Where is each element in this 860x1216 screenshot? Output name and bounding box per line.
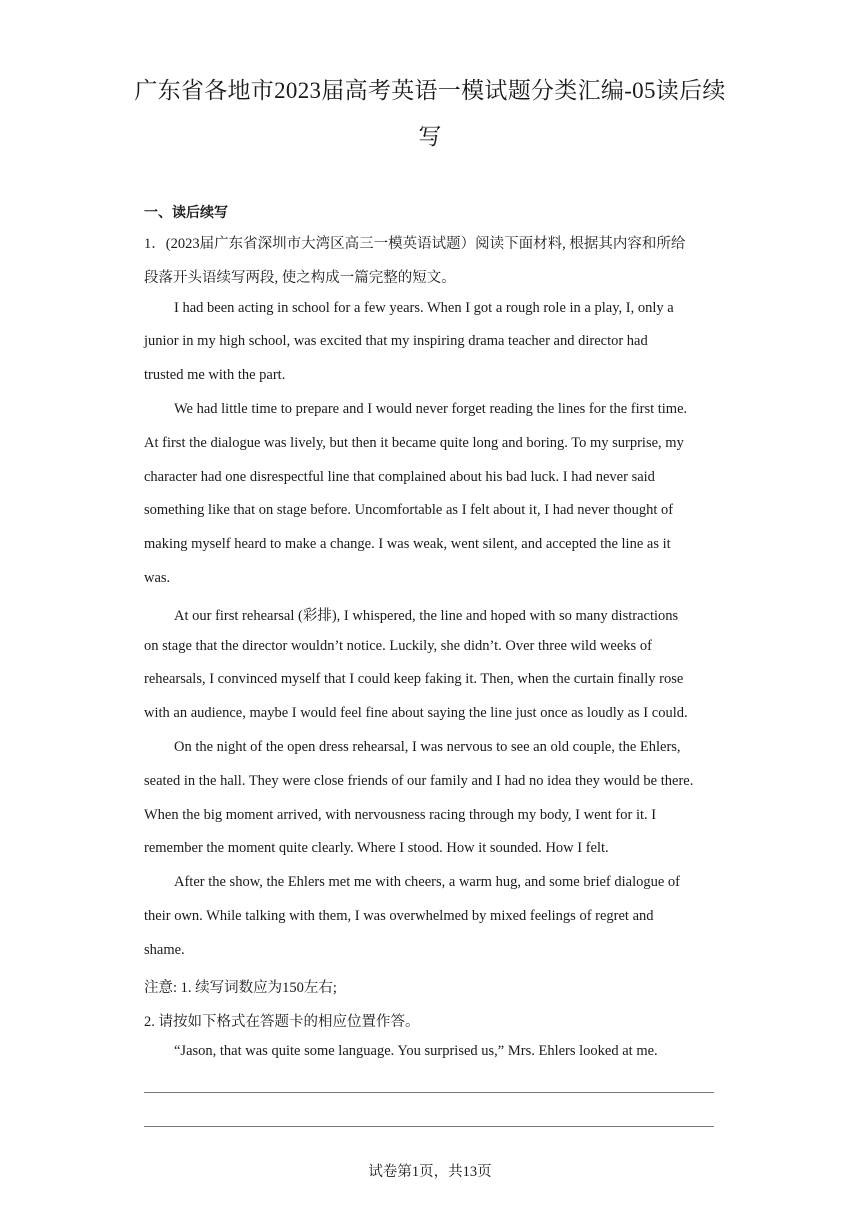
passage-line: on stage that the director wouldn’t notice. Luckily, she didn’t. Over three wild weeks of (144, 638, 652, 654)
instruction-line: 注意: 1. 续写词数应为150左右; (144, 980, 337, 996)
passage-line: We had little time to prepare and I would never forget reading the lines for the first time. (174, 401, 688, 417)
page-footer: 试卷第1页，共13页 (368, 1164, 492, 1180)
document-title (120, 68, 740, 160)
passage-line: After the show, the Ehlers met me with cheers, a warm hug, and some brief dialogue of (174, 874, 680, 890)
passage-line: was. (144, 570, 171, 586)
title-line-2: 写 (418, 124, 442, 149)
instruction-line: 2. 请按如下格式在答题卡的相应位置作答。 (144, 1014, 420, 1030)
passage-line: When the big moment arrived, with nervousness racing through my body, I went for it. I (144, 807, 657, 823)
title-line-1: 广东省各地市2023届高考英语一模试题分类汇编-05读后续 (134, 78, 726, 103)
passage-line: I had been acting in school for a few years. When I got a rough role in a play, I, only a (174, 300, 674, 316)
paragraph-opener: “Jason, that was quite some language. You surprised us,” Mrs. Ehlers looked at me. (174, 1043, 658, 1059)
passage-line: On the night of the open dress rehearsal, I was nervous to see an old couple, the Ehlers, (174, 739, 681, 755)
passage-line: their own. While talking with them, I was overwhelmed by mixed feelings of regret and (144, 908, 654, 924)
passage-line: rehearsals, I convinced myself that I could keep faking it. Then, when the curtain finally rose (144, 671, 684, 687)
passage-line: At first the dialogue was lively, but then it became quite long and boring. To my surprise, my (144, 435, 684, 451)
passage-line: At our first rehearsal (彩排), I whispered, the line and hoped with so many distractions (174, 608, 679, 624)
passage-line: shame. (144, 942, 185, 958)
question-stem-line: 段落开头语续写两段, 使之构成一篇完整的短文。 (144, 270, 456, 286)
passage-line: seated in the hall. They were close friends of our family and I had no idea they would be there. (144, 773, 694, 789)
passage-line: trusted me with the part. (144, 367, 286, 383)
passage-line: character had one disrespectful line that complained about his bad luck. I had never said (144, 469, 655, 485)
passage-line: junior in my high school, was excited that my inspiring drama teacher and director had (144, 333, 648, 349)
answer-line (144, 1092, 714, 1093)
question-stem-line: 1．(2023届广东省深圳市大湾区高三一模英语试题）阅读下面材料, 根据其内容和所给 (144, 236, 686, 252)
passage-line: something like that on stage before. Uncomfortable as I felt about it, I had never thought of (144, 502, 674, 518)
section-heading: 一、读后续写 (144, 205, 228, 221)
passage-line: remember the moment quite clearly. Where I stood. How it sounded. How I felt. (144, 840, 609, 856)
answer-line (144, 1126, 714, 1127)
passage-line: with an audience, maybe I would feel fine about saying the line just once as loudly as I could. (144, 705, 688, 721)
passage-line: making myself heard to make a change. I was weak, went silent, and accepted the line as it (144, 536, 671, 552)
